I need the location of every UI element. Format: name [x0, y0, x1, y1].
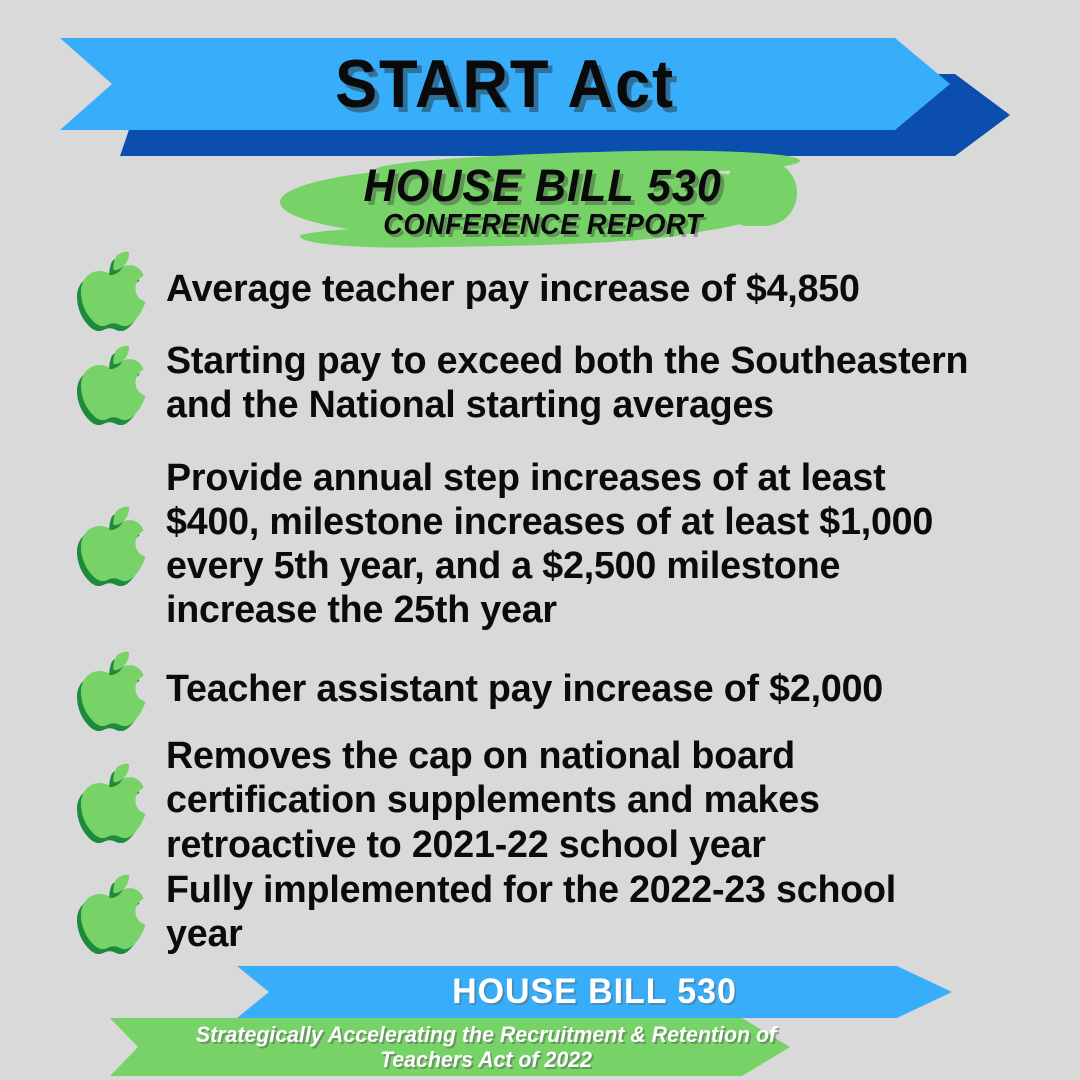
page-title: START Act — [335, 46, 675, 122]
header-ribbon — [0, 38, 1080, 158]
apple-icon — [62, 647, 166, 731]
subheader-brush-highlight — [270, 152, 815, 252]
footer-act-fullname: Strategically Accelerating the Recruitment & Retention of Teachers Act of 2022 — [195, 1021, 777, 1072]
apple-icon — [62, 759, 166, 843]
provisions-list — [0, 250, 1080, 955]
provision-text: Fully implemented for the 2022-23 school year — [166, 868, 897, 955]
subheader-report-type: CONFERENCE REPORT — [382, 208, 703, 241]
apple-icon — [74, 247, 154, 331]
provision-text: Provide annual step increases of at least $400, milestone increases of at least $1,000 every 5th year, and a $2,500 milestone increase the 25th year — [166, 456, 934, 632]
provision-text: Removes the cap on national board certification supplements and makes retroactive to 2021-22 school year — [166, 735, 820, 866]
footer-bill-number: HOUSE BILL 530 — [452, 972, 737, 1011]
provision-text: Starting pay to exceed both the Southeastern and the National starting averages — [166, 339, 969, 426]
provision-item — [0, 868, 1030, 955]
subheader-text-group — [270, 152, 815, 252]
apple-icon — [74, 870, 154, 954]
provision-item — [0, 650, 1030, 728]
apple-icon — [74, 759, 154, 843]
provision-item — [0, 250, 1030, 328]
apple-icon — [74, 647, 154, 731]
provision-item — [0, 728, 1030, 873]
provision-text: Teacher assistant pay increase of $2,000 — [166, 667, 884, 710]
apple-icon — [74, 341, 154, 425]
provision-text: Average teacher pay increase of $4,850 — [166, 267, 860, 310]
apple-icon — [62, 247, 166, 331]
apple-icon — [62, 341, 166, 425]
provision-item — [0, 328, 1030, 438]
subheader-bill-number: HOUSE BILL 530 — [363, 159, 722, 211]
apple-icon — [74, 502, 154, 586]
apple-icon — [62, 870, 166, 954]
apple-icon — [62, 502, 166, 586]
provision-item — [0, 438, 1030, 650]
